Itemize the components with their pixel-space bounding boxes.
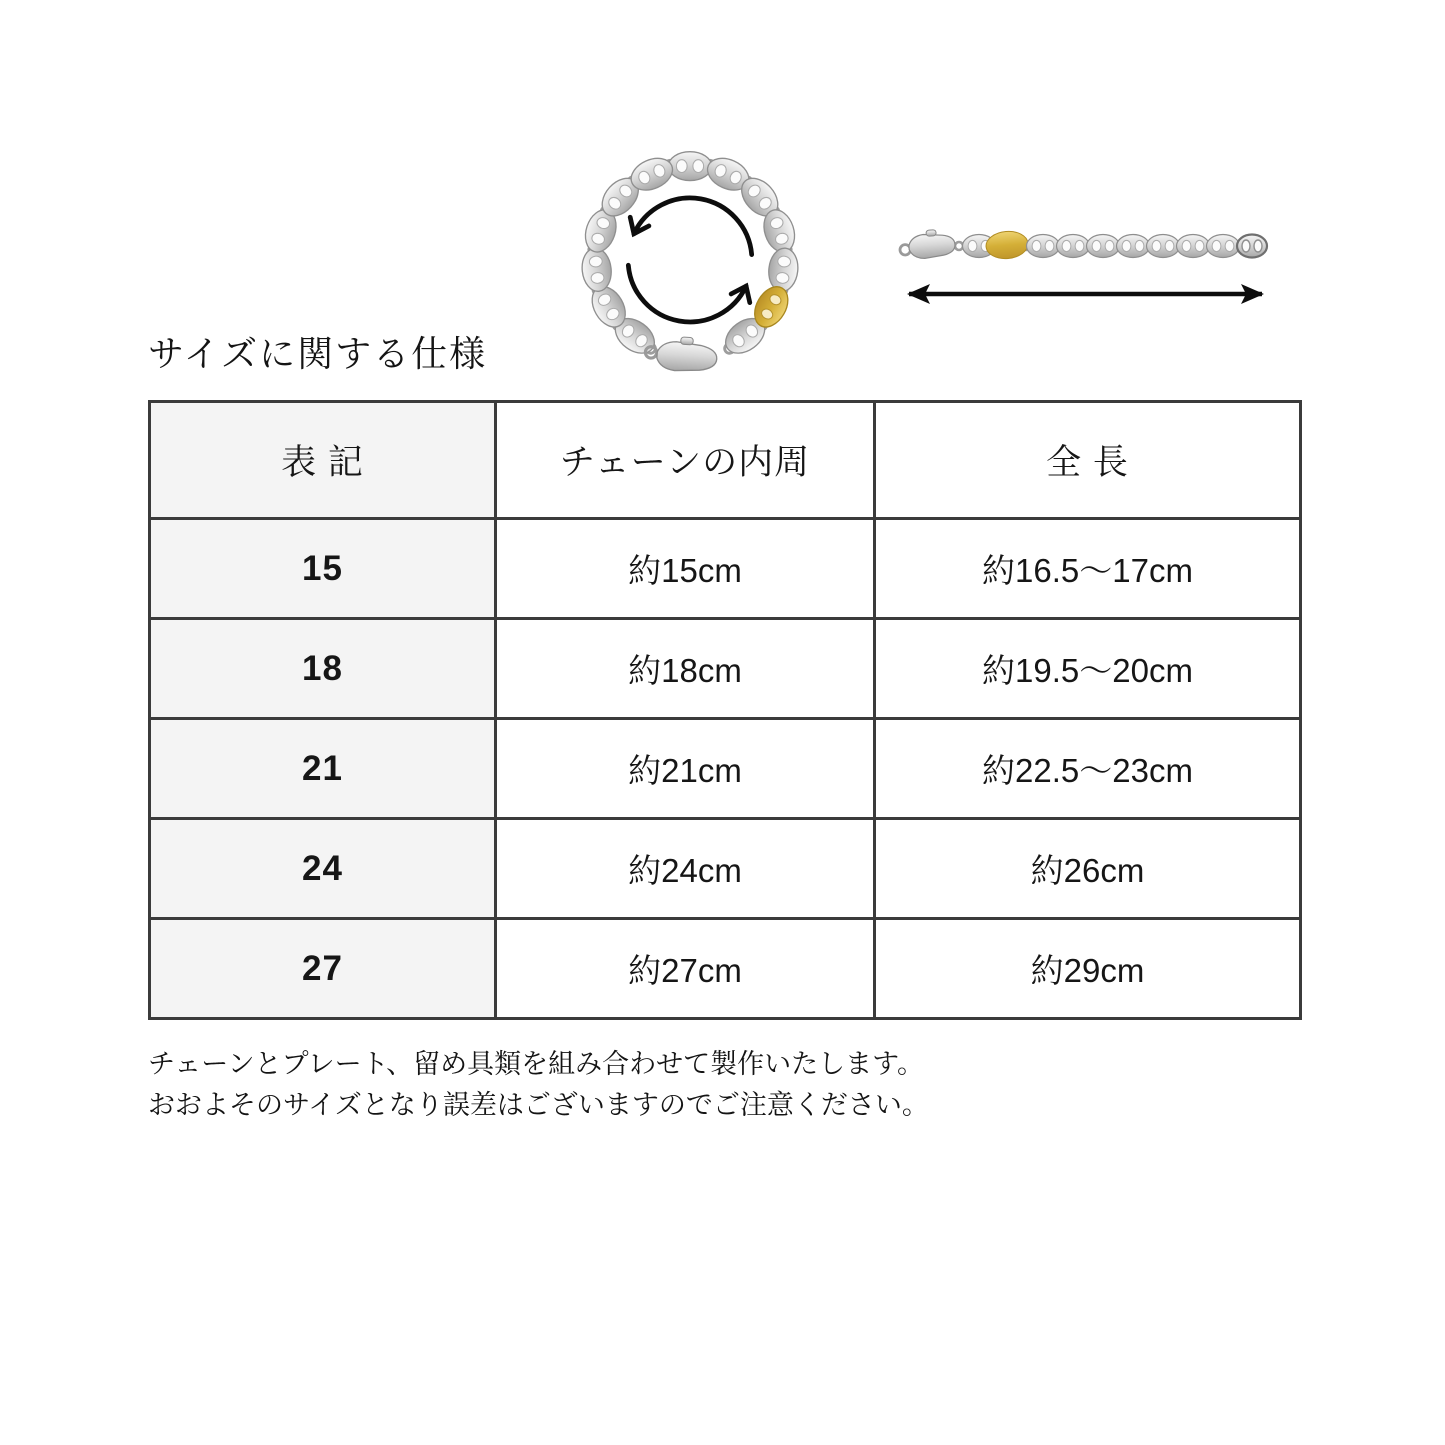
inner-circumference-cell: 約24cm [496, 819, 875, 919]
size-row-27 [150, 919, 1301, 1019]
bracelet-length-figure [893, 208, 1278, 312]
size-table-header-row [150, 402, 1301, 519]
lobster-clasp [644, 334, 718, 373]
header-total-length: 全 長 [875, 402, 1301, 519]
page-title: サイズに関する仕様 [148, 333, 488, 374]
size-row-18 [150, 619, 1301, 719]
chain-stretched [899, 228, 1267, 260]
end-ring-link [1237, 235, 1267, 258]
total-length-cell: 約26cm [875, 819, 1301, 919]
size-table [148, 400, 1302, 1020]
note-line: おおよそのサイズとなり誤差はございますのでご注意ください。 [148, 1090, 929, 1120]
header-size: 表 記 [150, 402, 496, 519]
total-length-cell: 約29cm [875, 919, 1301, 1019]
chain-ring [580, 152, 800, 374]
bracelet-circumference-figure [558, 138, 822, 386]
notes [148, 1044, 929, 1126]
total-length-cell: 約22.5〜23cm [875, 719, 1301, 819]
size-cell: 21 [150, 719, 496, 819]
inner-circumference-cell: 約15cm [496, 519, 875, 619]
header-inner-circumference: チェーンの内周 [496, 402, 875, 519]
inner-circumference-cell: 約27cm [496, 919, 875, 1019]
lobster-clasp [899, 228, 956, 260]
size-row-21 [150, 719, 1301, 819]
note-line: チェーンとプレート、留め具類を組み合わせて製作いたします。 [148, 1049, 924, 1079]
total-length-cell: 約16.5〜17cm [875, 519, 1301, 619]
size-row-15 [150, 519, 1301, 619]
inner-circumference-cell: 約18cm [496, 619, 875, 719]
size-cell: 24 [150, 819, 496, 919]
size-cell: 15 [150, 519, 496, 619]
size-cell: 18 [150, 619, 496, 719]
inner-circumference-cell: 約21cm [496, 719, 875, 819]
gold-plate-link [985, 230, 1029, 261]
total-length-cell: 約19.5〜20cm [875, 619, 1301, 719]
rotation-arrow-icon [628, 198, 751, 322]
size-row-24 [150, 819, 1301, 919]
size-cell: 27 [150, 919, 496, 1019]
